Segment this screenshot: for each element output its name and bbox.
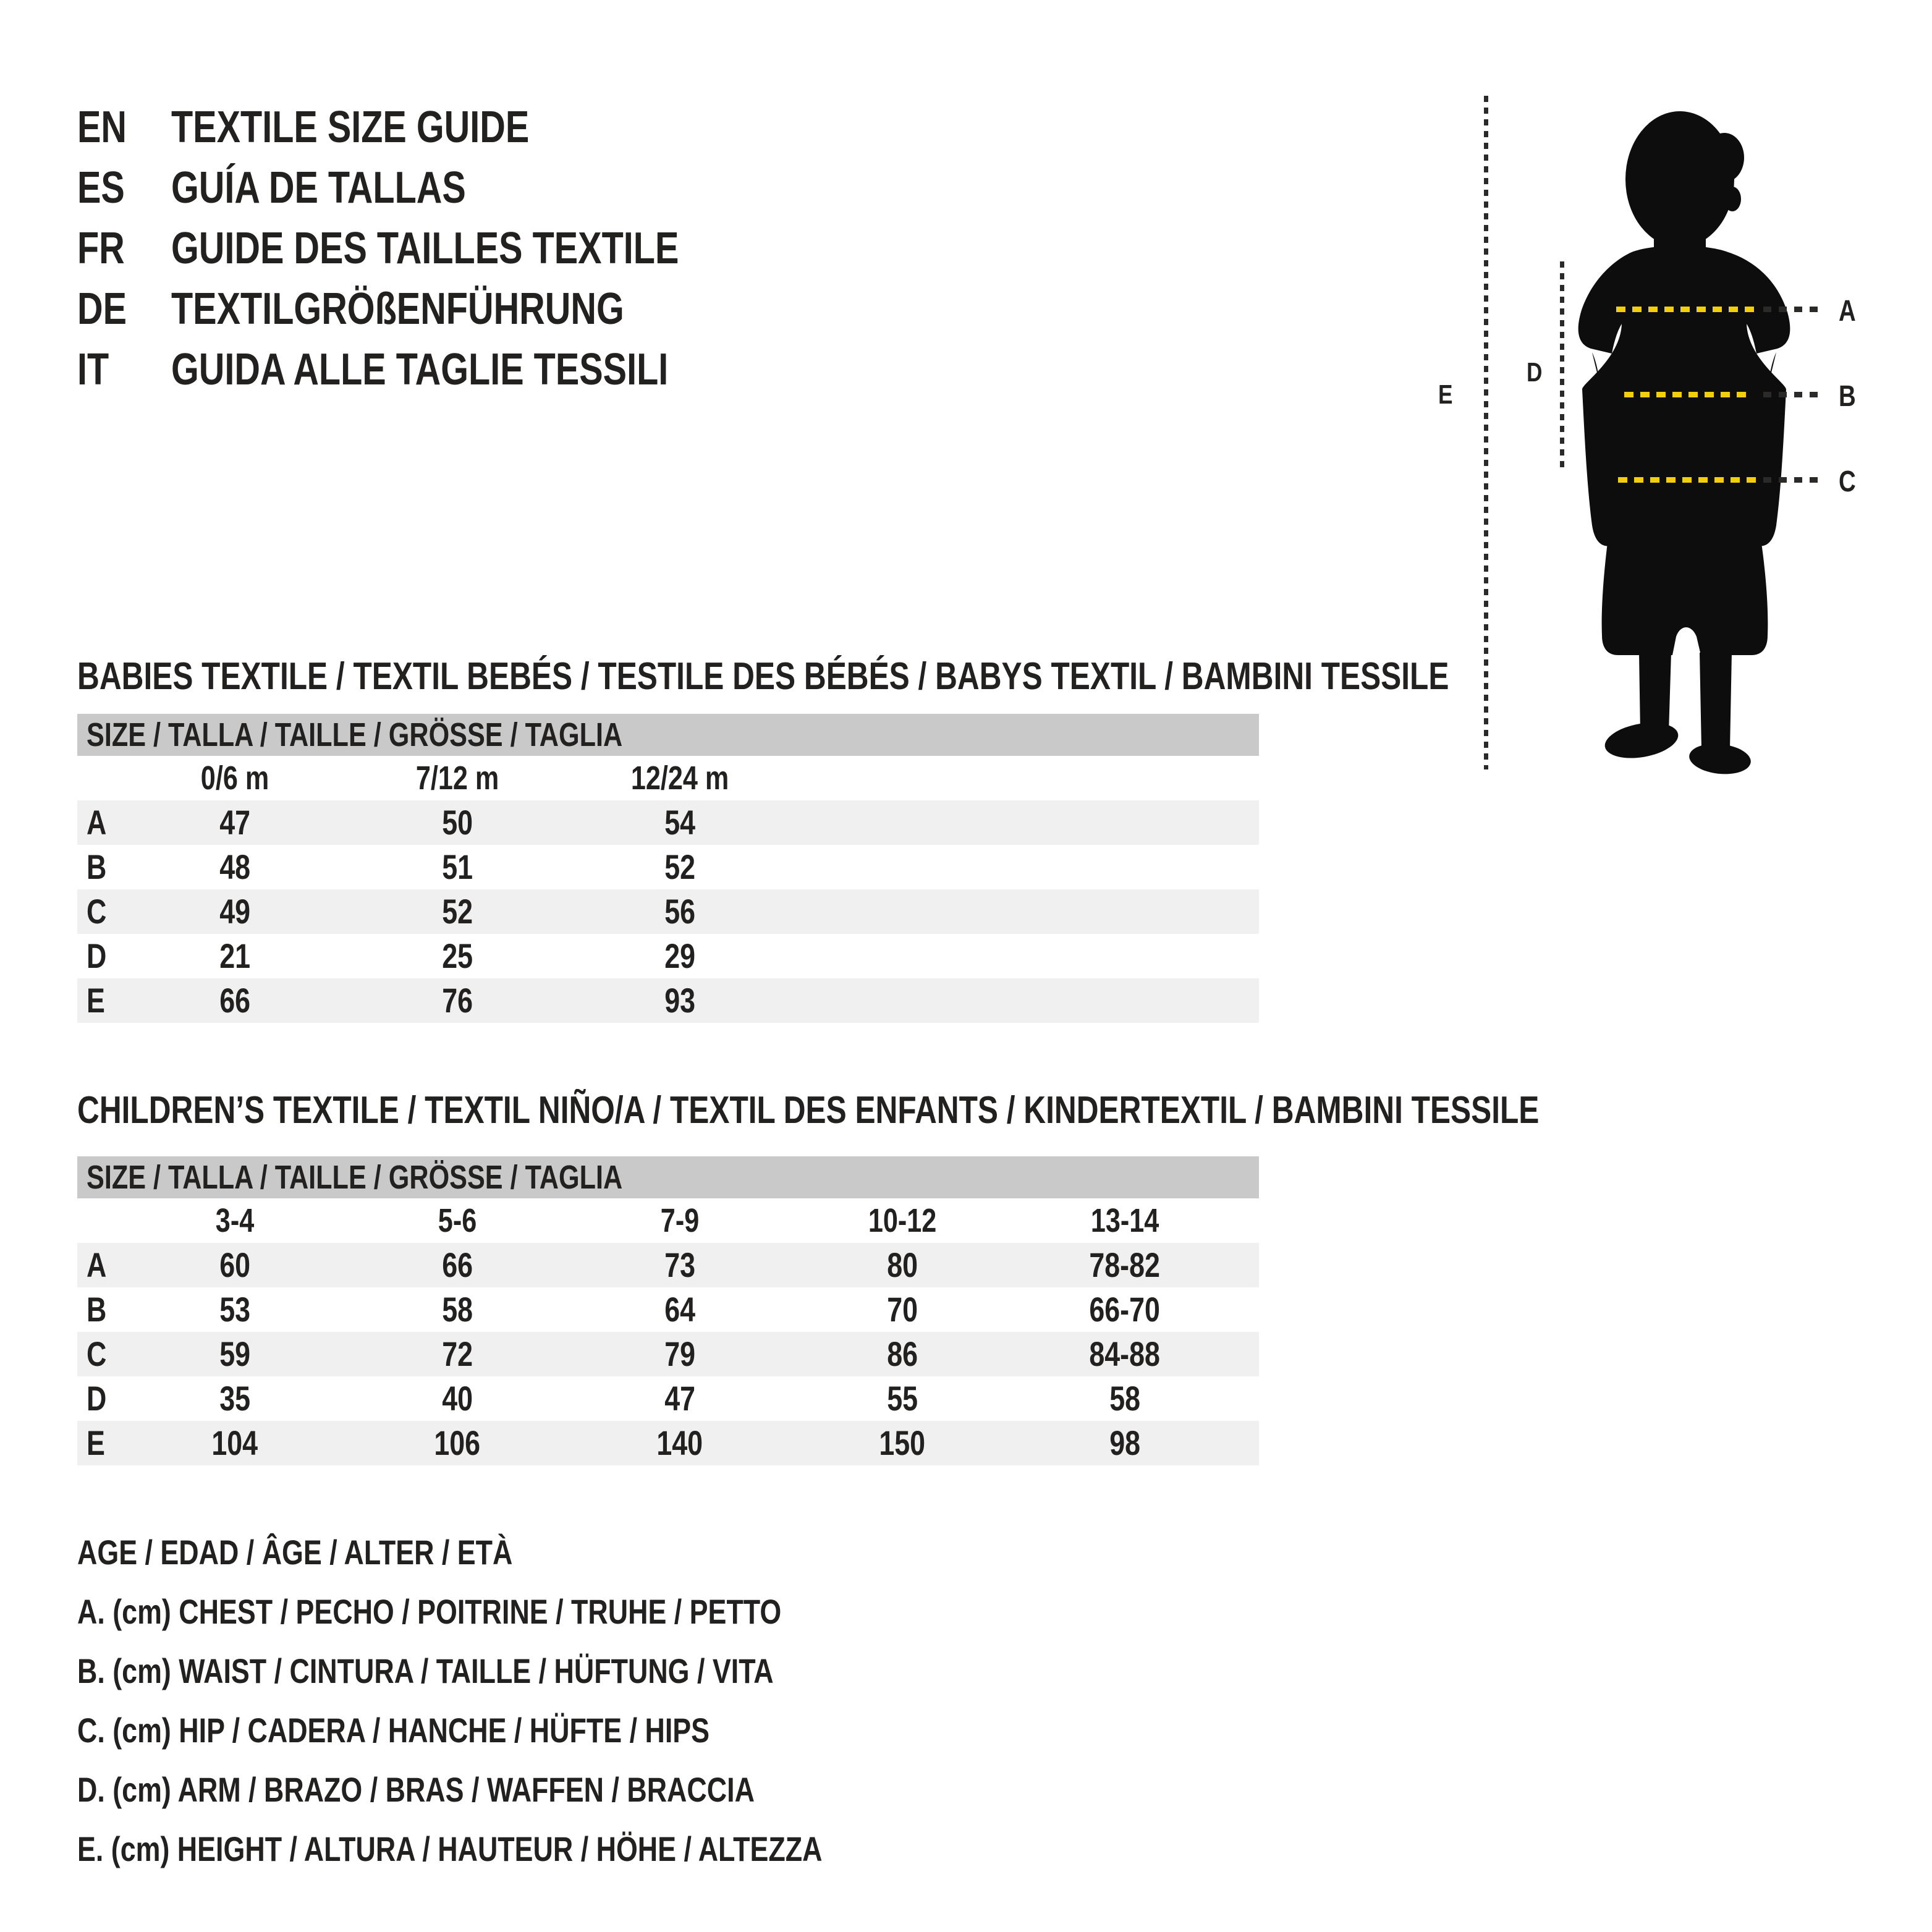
table-cell: 49 [219,892,250,931]
table-cell: 150 [879,1423,926,1462]
table-cell: 29 [664,936,695,975]
table-cell: 54 [664,803,695,842]
table-cell: 59 [219,1334,250,1373]
table-row [77,1287,1259,1332]
column-header-row [77,756,1259,800]
table-cell: 66-70 [1089,1290,1161,1329]
table-cell: 60 [219,1245,250,1284]
table-cell: 140 [656,1423,703,1462]
table-row [77,845,1259,889]
children-table [77,1198,1259,1465]
language-code: EN [77,103,127,152]
babies-size-header-bar: SIZE / TALLA / TAILLE / GRÖSSE / TAGLIA [77,714,1259,756]
table-cell: 21 [219,936,250,975]
arm-measure-line-d [1560,261,1564,470]
legend-line: A. (cm) CHEST / PECHO / POITRINE / TRUHE / PETTO [77,1592,782,1631]
marker-label-a: A [1839,295,1856,328]
legend-line: D. (cm) ARM / BRAZO / BRAS / WAFFEN / BRACCIA [77,1770,755,1809]
table-cell: 25 [442,936,473,975]
column-header: 5-6 [438,1202,477,1239]
marker-label-e: E [1438,379,1453,410]
table-cell: 64 [664,1290,695,1329]
child-silhouette-figure [1570,93,1799,776]
language-row [77,346,806,407]
row-label: A [87,1245,107,1284]
table-cell: 98 [1109,1423,1140,1462]
column-header: 7-9 [660,1202,700,1239]
table-cell: 66 [442,1245,473,1284]
table-row [77,1421,1259,1465]
row-label: E [87,981,105,1020]
legend-line: B. (cm) WAIST / CINTURA / TAILLE / HÜFTUNG / VITA [77,1651,774,1690]
waist-line-inner-b [1624,392,1746,397]
legend-line: C. (cm) HIP / CADERA / HANCHE / HÜFTE / HIPS [77,1711,710,1750]
table-cell: 40 [442,1379,473,1418]
table-cell: 72 [442,1334,473,1373]
table-cell: 104 [211,1423,258,1462]
hip-line-inner-c [1618,477,1757,483]
column-header: 7/12 m [415,760,499,797]
measurement-legend [77,1534,1009,1890]
children-section-title: CHILDREN’S TEXTILE / TEXTIL NIÑO/A / TEXTIL DES ENFANTS / KINDERTEXTIL / BAMBINI TESSILE [77,1089,1540,1132]
table-cell: 70 [887,1290,918,1329]
waist-line-outer-b [1763,392,1822,397]
row-label [77,761,124,795]
row-label: E [87,1423,105,1462]
column-header: 10-12 [868,1202,937,1239]
table-row [77,978,1259,1023]
column-header-row [77,1198,1259,1243]
language-row [77,164,806,225]
language-row [77,225,806,286]
row-label: D [87,1379,107,1418]
language-code: IT [77,345,109,394]
table-cell: 80 [887,1245,918,1284]
row-label: C [87,1334,107,1373]
table-row [77,1332,1259,1376]
language-title: GUÍA DE TALLAS [171,163,466,213]
babies-section-title: BABIES TEXTILE / TEXTIL BEBÉS / TESTILE DES BÉBÉS / BABYS TEXTIL / BAMBINI TESSILE [77,655,1449,698]
language-title: GUIDA ALLE TAGLIE TESSILI [171,345,669,394]
table-cell: 93 [664,981,695,1020]
table-row [77,1243,1259,1287]
table-cell: 76 [442,981,473,1020]
language-code: FR [77,224,125,273]
table-cell: 73 [664,1245,695,1284]
table-cell: 47 [664,1379,695,1418]
table-cell: 86 [887,1334,918,1373]
table-cell: 35 [219,1379,250,1418]
row-label: D [87,936,107,975]
table-cell: 51 [442,847,473,886]
row-label: B [87,1290,107,1329]
table-cell: 52 [442,892,473,931]
language-code: DE [77,284,127,334]
marker-label-d: D [1527,357,1543,388]
language-title: TEXTILGRÖßENFÜHRUNG [171,284,624,334]
table-cell: 58 [1109,1379,1140,1418]
chest-line-outer-a [1763,307,1822,312]
table-cell: 66 [219,981,250,1020]
table-cell: 48 [219,847,250,886]
legend-line: AGE / EDAD / ÂGE / ALTER / ETÀ [77,1533,513,1572]
table-row [77,934,1259,978]
row-label: C [87,892,107,931]
table-cell: 106 [434,1423,481,1462]
table-cell: 78-82 [1089,1245,1161,1284]
column-header: 12/24 m [630,760,729,797]
column-header: 13-14 [1090,1202,1159,1239]
language-row [77,104,806,164]
table-cell: 56 [664,892,695,931]
column-header: 0/6 m [200,760,269,797]
table-cell: 84-88 [1089,1334,1161,1373]
table-row [77,800,1259,845]
table-cell: 50 [442,803,473,842]
table-cell: 47 [219,803,250,842]
language-header [77,104,806,407]
chest-line-inner-a [1616,307,1755,312]
table-cell: 53 [219,1290,250,1329]
table-cell: 79 [664,1334,695,1373]
row-label: A [87,803,107,842]
language-title: GUIDE DES TAILLES TEXTILE [171,224,679,273]
marker-label-b: B [1839,380,1856,413]
column-header: 3-4 [215,1202,255,1239]
table-cell: 58 [442,1290,473,1329]
row-label: B [87,847,107,886]
marker-label-c: C [1839,465,1856,498]
babies-table [77,756,1259,1023]
language-row [77,286,806,346]
row-label [77,1203,124,1238]
child-silhouette-shape [1578,111,1790,776]
language-code: ES [77,163,125,213]
table-row [77,1376,1259,1421]
table-row [77,889,1259,934]
hip-line-outer-c [1763,477,1822,483]
table-cell: 55 [887,1379,918,1418]
legend-line: E. (cm) HEIGHT / ALTURA / HAUTEUR / HÖHE / ALTEZZA [77,1829,823,1868]
table-cell: 52 [664,847,695,886]
language-title: TEXTILE SIZE GUIDE [171,103,530,152]
children-size-header-bar: SIZE / TALLA / TAILLE / GRÖSSE / TAGLIA [77,1156,1259,1198]
